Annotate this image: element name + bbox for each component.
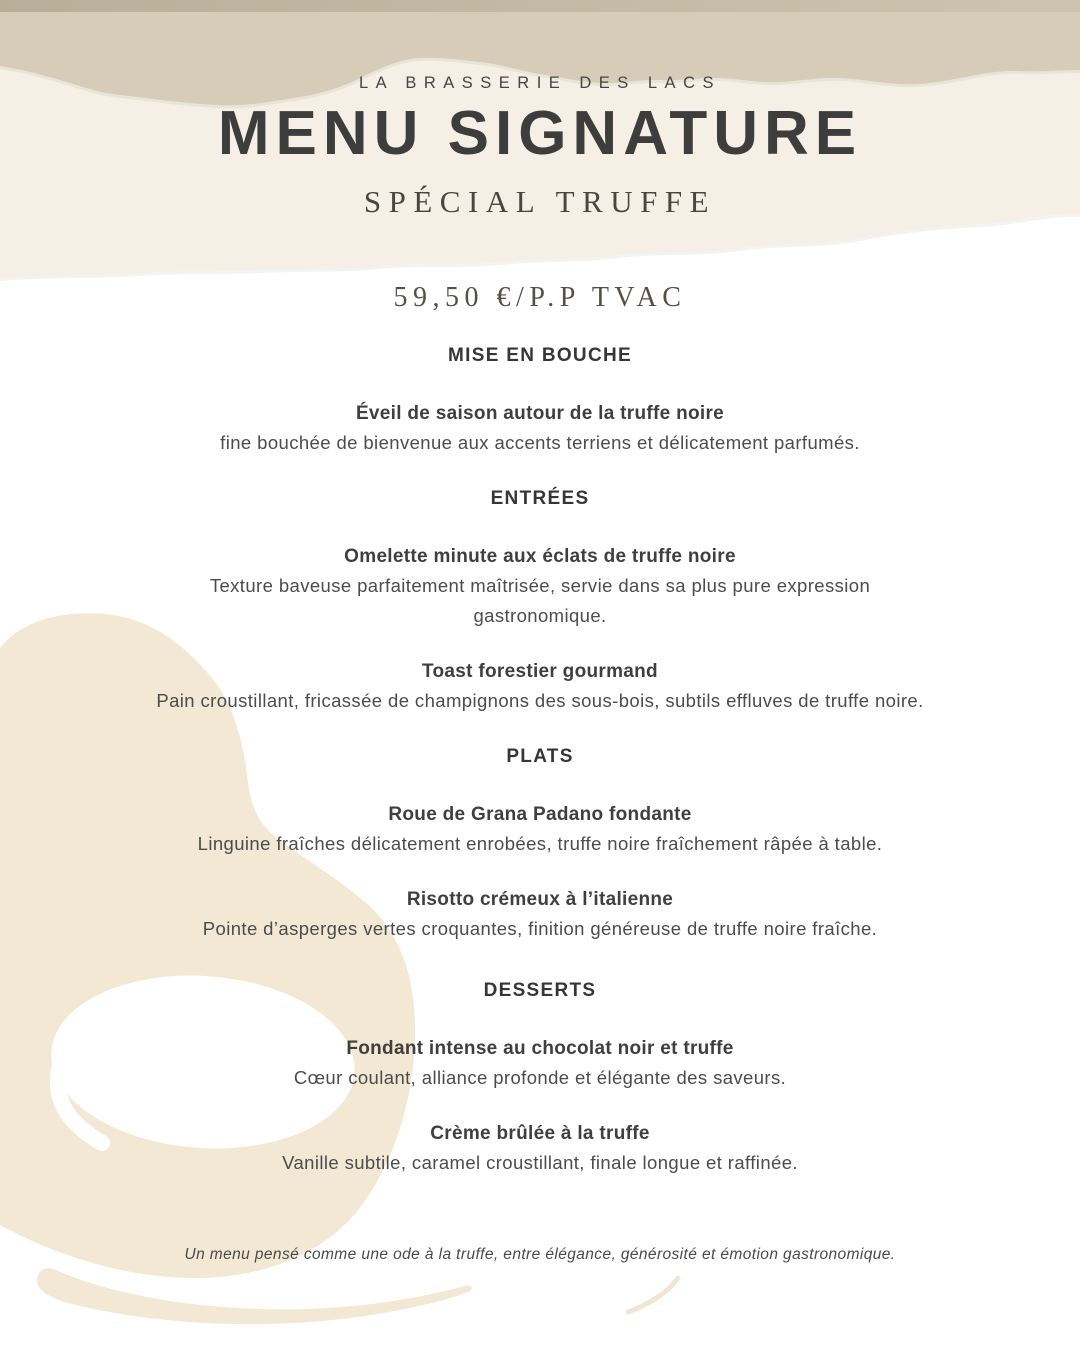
menu-footnote: Un menu pensé comme une ode à la truffe, entre élégance, générosité et émotion gastronomique. xyxy=(184,1246,896,1263)
item-name: Éveil de saison autour de la truffe noire xyxy=(355,403,725,424)
section-mise-en-bouche xyxy=(0,344,1080,458)
item-name: Risotto crémeux à l’italienne xyxy=(406,889,674,910)
section-heading: PLATS xyxy=(506,746,574,767)
menu-item xyxy=(0,660,1080,716)
item-description: Cœur coulant, alliance profonde et élégante des saveurs. xyxy=(293,1067,787,1088)
section-plats xyxy=(0,745,1080,944)
section-entrees xyxy=(0,487,1080,716)
item-description: Pain croustillant, fricassée de champignons des sous-bois, subtils effluves de truffe noire. xyxy=(156,690,924,711)
item-name: Crème brûlée à la truffe xyxy=(430,1123,650,1144)
menu-item xyxy=(0,1037,1080,1093)
item-name: Fondant intense au chocolat noir et truffe xyxy=(346,1038,734,1059)
item-description: Texture baveuse parfaitement maîtrisée, servie dans sa plus pure expression gastronomique. xyxy=(209,575,871,626)
section-heading: DESSERTS xyxy=(483,980,597,1001)
menu-item xyxy=(0,803,1080,859)
section-heading: MISE EN BOUCHE xyxy=(448,345,632,366)
menu-item xyxy=(0,1122,1080,1178)
item-description: Vanille subtile, caramel croustillant, finale longue et raffinée. xyxy=(282,1152,798,1173)
menu-title: MENU SIGNATURE xyxy=(217,99,863,168)
section-desserts xyxy=(0,979,1080,1178)
menu-item xyxy=(0,888,1080,944)
menu-body xyxy=(0,344,1080,1178)
item-description: Pointe d’asperges vertes croquantes, finition généreuse de truffe noire fraîche. xyxy=(202,918,878,939)
restaurant-name: LA BRASSERIE DES LACS xyxy=(358,74,721,92)
menu-subtitle: SPÉCIAL TRUFFE xyxy=(363,184,717,219)
item-name: Toast forestier gourmand xyxy=(422,661,658,682)
item-description: Linguine fraîches délicatement enrobées, truffe noire fraîchement râpée à table. xyxy=(197,833,883,854)
menu-price: 59,50 €/P.P TVAC xyxy=(393,282,687,313)
section-heading: ENTRÉES xyxy=(490,488,590,509)
item-description: fine bouchée de bienvenue aux accents terriens et délicatement parfumés. xyxy=(220,432,860,453)
menu-item xyxy=(0,545,1080,631)
item-name: Roue de Grana Padano fondante xyxy=(388,804,692,825)
item-name: Omelette minute aux éclats de truffe noire xyxy=(344,546,736,567)
menu-item xyxy=(0,402,1080,458)
